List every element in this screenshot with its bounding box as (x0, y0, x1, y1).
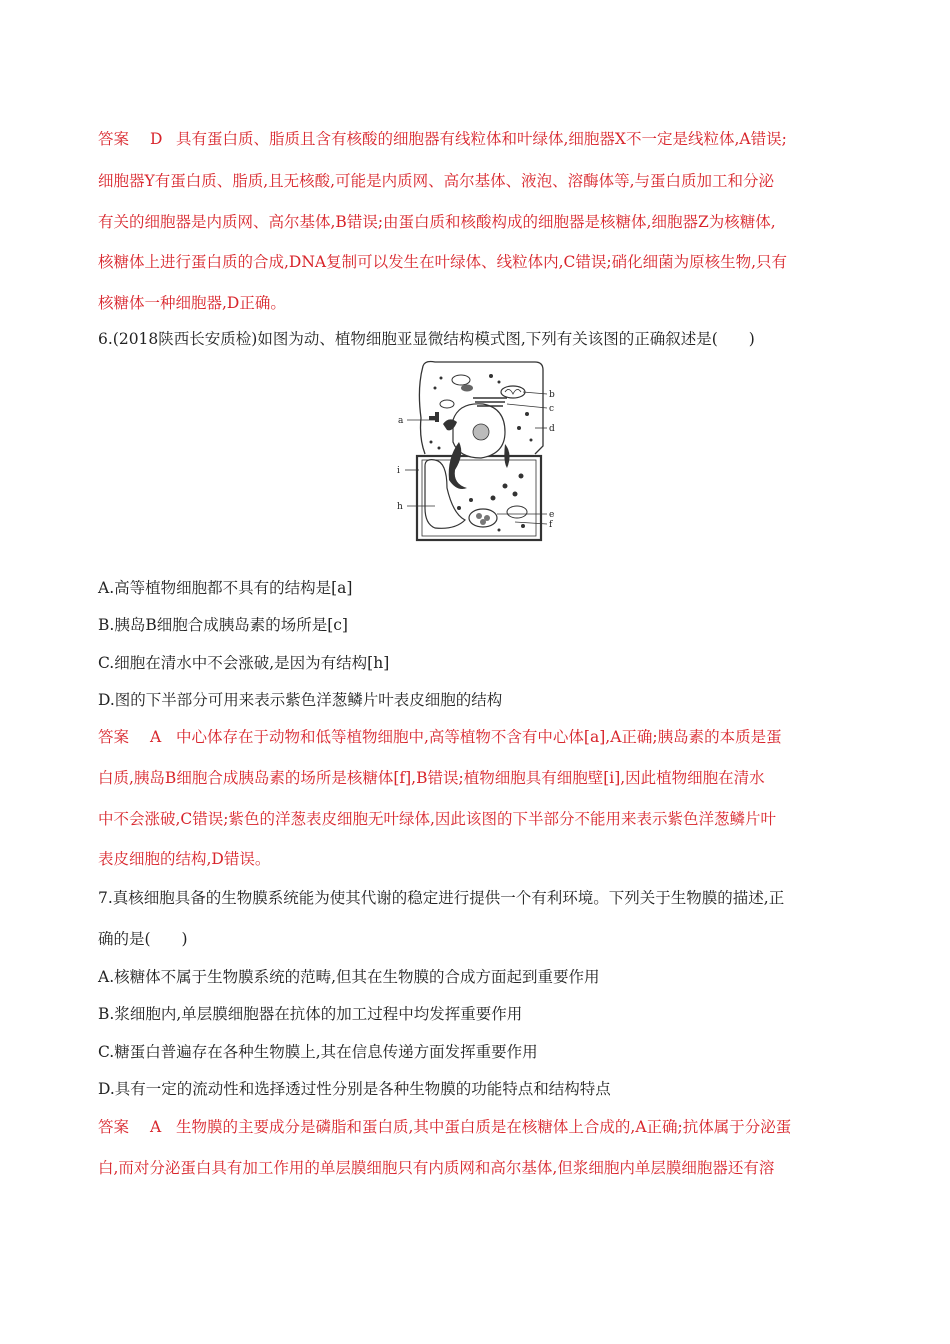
answer6-line-1 (98, 726, 782, 748)
option-b: B.胰岛B细胞合成胰岛素的场所是[c] (98, 616, 348, 634)
answer-text: 核糖体一种细胞器,D正确。 (98, 294, 286, 312)
option-a: A.核糖体不属于生物膜系统的范畴,但其在生物膜的合成方面起到重要作用 (98, 968, 600, 986)
answer-text: 生物膜的主要成分是磷脂和蛋白质,其中蛋白质是在核糖体上合成的,A正确;抗体属于分泌蛋 (176, 1118, 792, 1136)
answer-text: 核糖体上进行蛋白质的合成,DNA复制可以发生在叶绿体、线粒体内,C错误;硝化细菌为原核生物,只有 (98, 253, 788, 271)
answer-text: 中不会涨破,C错误;紫色的洋葱表皮细胞无叶绿体,因此该图的下半部分不能用来表示紫色洋葱鳞片叶 (98, 810, 776, 828)
answer-text: 具有蛋白质、脂质且含有核酸的细胞器有线粒体和叶绿体,细胞器X不一定是线粒体,A错误; (176, 130, 787, 148)
label-d: d (549, 424, 555, 434)
question-6-stem: 6.(2018陕西长安质检)如图为动、植物细胞亚显微结构模式图,下列有关该图的正确叙述是( ) (98, 330, 755, 348)
label-c: c (549, 404, 555, 414)
answer5-line-1 (98, 128, 787, 150)
mitochondrion (501, 386, 525, 398)
answer-key: D (150, 130, 163, 148)
label-b: b (549, 390, 555, 400)
answer-key: A (150, 1118, 162, 1136)
option-d: D.具有一定的流动性和选择透过性分别是各种生物膜的功能特点和结构特点 (98, 1080, 611, 1098)
option-b: B.浆细胞内,单层膜细胞器在抗体的加工过程中均发挥重要作用 (98, 1005, 523, 1023)
question-7-stem-2: 确的是( ) (98, 930, 188, 948)
answer-label: 答案 (98, 1118, 130, 1136)
cell-structure-diagram (395, 358, 560, 548)
answer-text: 表皮细胞的结构,D错误。 (98, 850, 271, 868)
option-a: A.高等植物细胞都不具有的结构是[a] (98, 579, 353, 597)
option-c: C.细胞在清水中不会涨破,是因为有结构[h] (98, 654, 390, 672)
answer-text: 中心体存在于动物和低等植物细胞中,高等植物不含有中心体[a],A正确;胰岛素的本质是蛋 (176, 728, 782, 746)
answer-text: 白质,胰岛B细胞合成胰岛素的场所是核糖体[f],B错误;植物细胞具有细胞壁[i],因此植物细胞在清水 (98, 769, 765, 787)
option-c: C.糖蛋白普遍存在各种生物膜上,其在信息传递方面发挥重要作用 (98, 1043, 538, 1061)
label-i: i (397, 466, 400, 476)
label-h: h (397, 502, 403, 512)
answer7-line-1 (98, 1116, 791, 1138)
label-a: a (398, 416, 404, 426)
vacuole (425, 460, 465, 529)
option-d: D.图的下半部分可用来表示紫色洋葱鳞片叶表皮细胞的结构 (98, 691, 503, 709)
answer-key: A (150, 728, 162, 746)
answer-text: 有关的细胞器是内质网、高尔基体,B错误;由蛋白质和核酸构成的细胞器是核糖体,细胞器Z为核糖体, (98, 213, 776, 231)
answer-text: 白,而对分泌蛋白具有加工作用的单层膜细胞只有内质网和高尔基体,但浆细胞内单层膜细胞器还有溶 (98, 1159, 775, 1177)
answer-label: 答案 (98, 728, 130, 746)
label-f: f (549, 520, 553, 530)
question-7-stem-1: 7.真核细胞具备的生物膜系统能为使其代谢的稳定进行提供一个有利环境。下列关于生物膜的描述,正 (98, 889, 785, 907)
answer-text: 细胞器Y有蛋白质、脂质,且无核酸,可能是内质网、高尔基体、液泡、溶酶体等,与蛋白质加工和分泌 (98, 172, 775, 190)
answer-label: 答案 (98, 130, 130, 148)
label-e: e (549, 510, 555, 520)
